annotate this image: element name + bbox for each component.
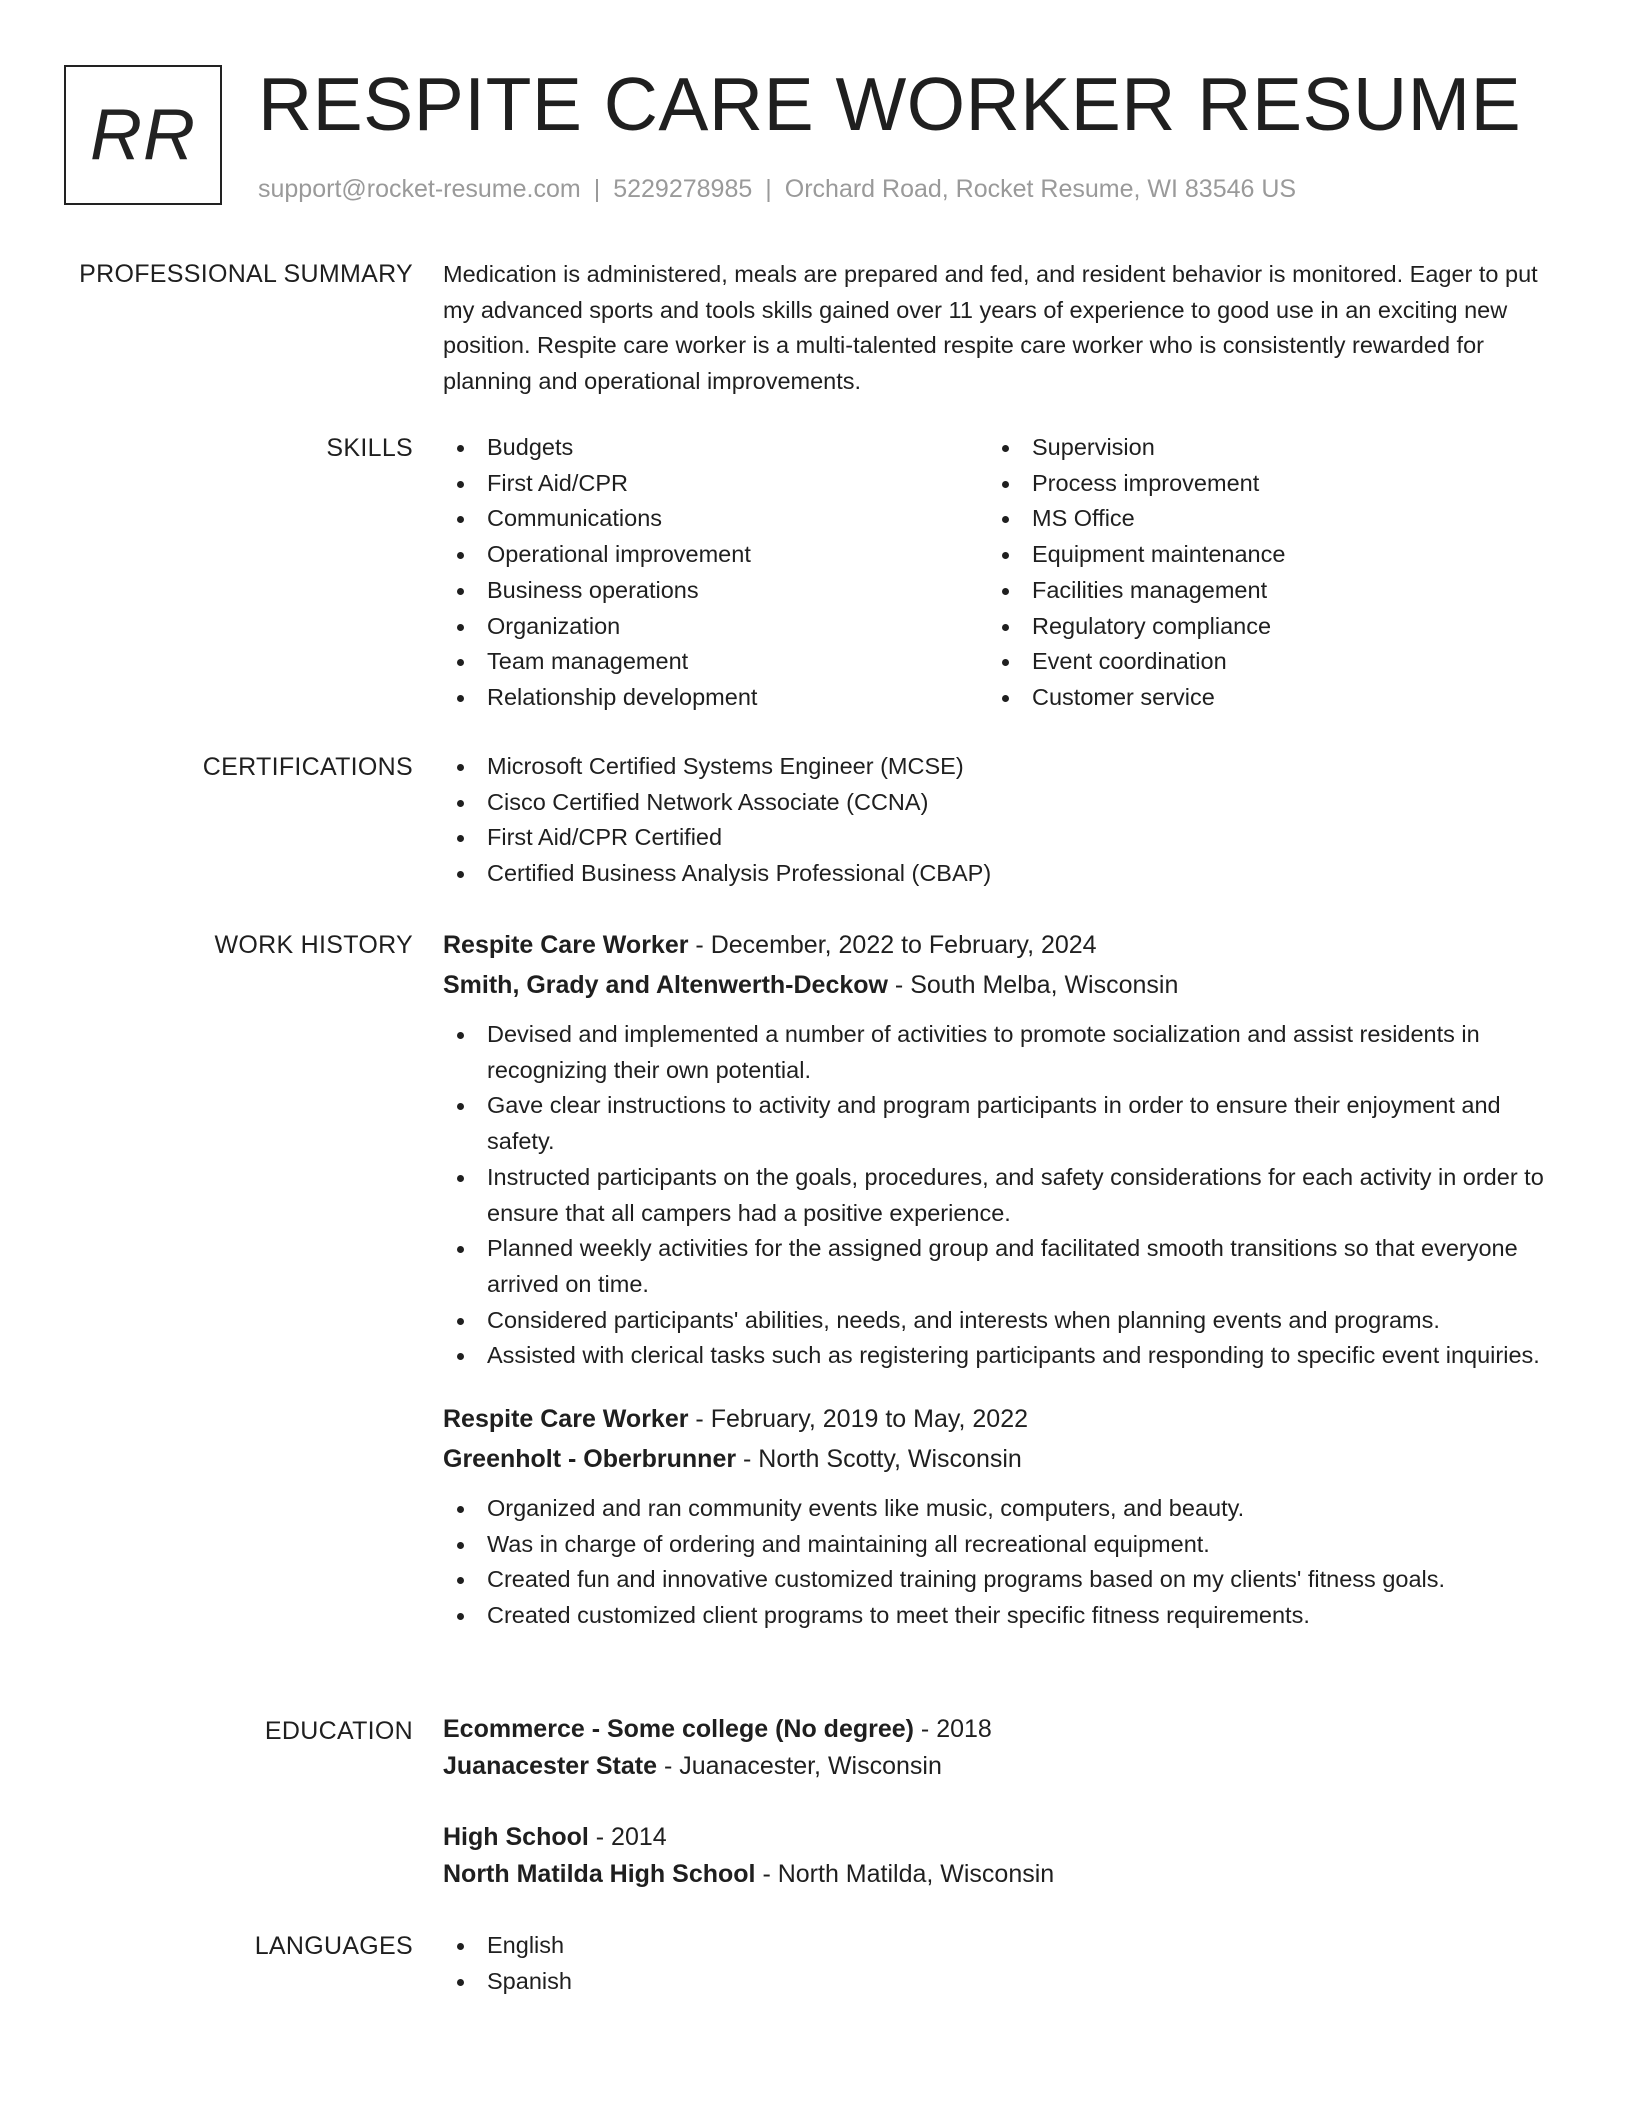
certifications-list (443, 749, 1563, 892)
education-entry (443, 1819, 1563, 1893)
section-label: CERTIFICATIONS (202, 753, 413, 781)
list-item: Operational improvement (443, 537, 988, 573)
list-item: Relationship development (443, 680, 988, 716)
summary-text: Medication is administered, meals are prepared and fed, and resident behavior is monitored. Eager to put my advanced sports and tools skills gained over 11 years of experience to good use in an exciting new position. Respite care worker is a multi-talented respite care worker who is consistently rewarded for planning and operational improvements. (443, 261, 1538, 395)
job-bullets (443, 1017, 1563, 1374)
list-item: Process improvement (988, 466, 1533, 502)
job-company-line (443, 1439, 1563, 1479)
list-item: Business operations (443, 573, 988, 609)
resume-title: RESPITE CARE WORKER RESUME (258, 62, 1522, 146)
list-item: Team management (443, 644, 988, 680)
resume-header (64, 62, 1568, 210)
education-year: - 2014 (588, 1823, 667, 1851)
list-item: Was in charge of ordering and maintaining all recreational equipment. (443, 1527, 1563, 1563)
job-title: Respite Care Worker (443, 1405, 689, 1434)
list-item: Communications (443, 501, 988, 537)
skills-list-left (443, 430, 988, 716)
languages-list (443, 1928, 1563, 1999)
education-year: - 2018 (913, 1715, 992, 1743)
section-content (443, 1711, 1563, 1893)
section-label: SKILLS (326, 434, 413, 462)
education-degree-line (443, 1819, 1563, 1856)
education-degree: Ecommerce - Some college (No degree) (443, 1715, 914, 1743)
list-item: Planned weekly activities for the assigned group and facilitated smooth transitions so that everyone arrived on time. (443, 1231, 1563, 1302)
section-content (443, 925, 1563, 1634)
education-degree-line (443, 1711, 1563, 1748)
job-company-line (443, 965, 1563, 1005)
job-company: Smith, Grady and Altenwerth-Deckow (443, 971, 888, 999)
job-company: Greenholt - Oberbrunner (443, 1445, 737, 1474)
education-school-line (443, 1856, 1563, 1893)
list-item: Instructed participants on the goals, procedures, and safety considerations for each activity in order to ensure that all campers had a positive experience. (443, 1160, 1563, 1231)
education-location: - Juanacester, Wisconsin (657, 1752, 942, 1780)
section-label: WORK HISTORY (214, 931, 413, 959)
job-title: Respite Care Worker (443, 931, 689, 959)
job-location: - South Melba, Wisconsin (887, 971, 1179, 999)
job-dates: - December, 2022 to February, 2024 (688, 931, 1097, 959)
contact-email[interactable]: support@rocket-resume.com (258, 175, 581, 203)
monogram-logo: RR (64, 65, 222, 205)
list-item: First Aid/CPR Certified (443, 820, 1563, 856)
list-item: First Aid/CPR (443, 466, 988, 502)
job-title-line (443, 1399, 1563, 1439)
section-label: LANGUAGES (254, 1932, 413, 1960)
job-entry (443, 1399, 1563, 1634)
list-item: Event coordination (988, 644, 1533, 680)
skills-list-right (988, 430, 1533, 716)
education-location: - North Matilda, Wisconsin (755, 1860, 1055, 1888)
section-label: EDUCATION (264, 1717, 413, 1745)
education-school-line (443, 1748, 1563, 1785)
job-title-line (443, 925, 1563, 965)
job-entry (443, 925, 1563, 1374)
list-item: Certified Business Analysis Professional (CBAP) (443, 856, 1563, 892)
list-item: Supervision (988, 430, 1533, 466)
list-item: Microsoft Certified Systems Engineer (MCSE) (443, 749, 1563, 785)
section-content (443, 430, 1563, 716)
education-school: North Matilda High School (443, 1860, 756, 1888)
contact-address: Orchard Road, Rocket Resume, WI 83546 US (784, 175, 1297, 203)
contact-line (258, 175, 1296, 204)
list-item: Created fun and innovative customized training programs based on my clients' fitness goals. (443, 1562, 1563, 1598)
job-dates: - February, 2019 to May, 2022 (688, 1405, 1029, 1434)
contact-phone[interactable]: 5229278985 (613, 175, 753, 203)
list-item: Cisco Certified Network Associate (CCNA) (443, 785, 1563, 821)
contact-separator: | (593, 175, 601, 203)
section-content (443, 256, 1563, 400)
education-school: Juanacester State (443, 1752, 658, 1780)
list-item: Spanish (443, 1964, 1563, 2000)
list-item: Equipment maintenance (988, 537, 1533, 573)
education-degree: High School (443, 1823, 589, 1851)
job-bullets (443, 1491, 1563, 1634)
list-item: Budgets (443, 430, 988, 466)
list-item: Devised and implemented a number of activities to promote socialization and assist residents in recognizing their own potential. (443, 1017, 1563, 1088)
section-content (443, 1928, 1563, 1999)
list-item: Regulatory compliance (988, 609, 1533, 645)
section-content (443, 749, 1563, 892)
contact-separator: | (765, 175, 772, 203)
list-item: Created customized client programs to meet their specific fitness requirements. (443, 1598, 1563, 1634)
list-item: Facilities management (988, 573, 1533, 609)
list-item: Considered participants' abilities, needs, and interests when planning events and programs. (443, 1303, 1563, 1339)
list-item: Customer service (988, 680, 1533, 716)
list-item: Gave clear instructions to activity and program participants in order to ensure their enjoyment and safety. (443, 1088, 1563, 1159)
job-location: - North Scotty, Wisconsin (736, 1445, 1022, 1474)
education-entry (443, 1711, 1563, 1785)
list-item: MS Office (988, 501, 1533, 537)
list-item: Organization (443, 609, 988, 645)
section-label: PROFESSIONAL SUMMARY (79, 260, 413, 288)
list-item: English (443, 1928, 1563, 1964)
list-item: Assisted with clerical tasks such as registering participants and responding to specific event inquiries. (443, 1338, 1563, 1374)
list-item: Organized and ran community events like music, computers, and beauty. (443, 1491, 1563, 1527)
